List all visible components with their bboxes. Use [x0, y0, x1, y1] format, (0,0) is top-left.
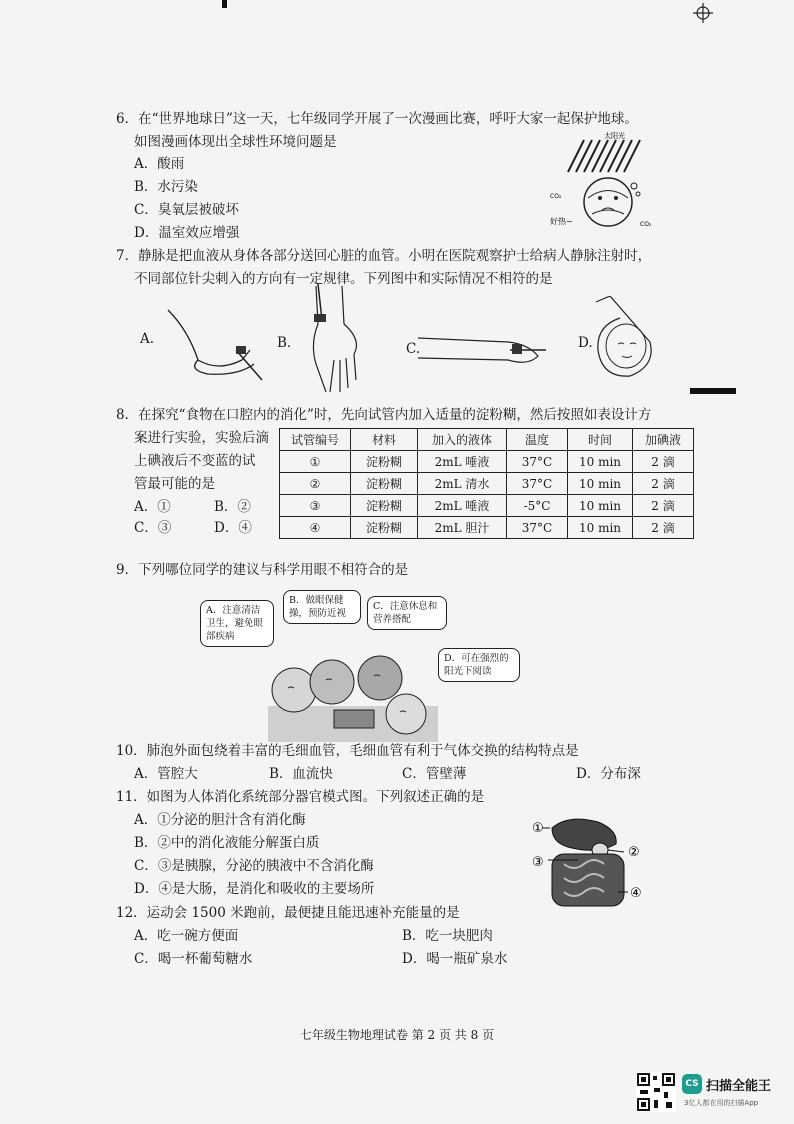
q9-bubble-b: B．做眼保健操，预防近视 [283, 590, 361, 624]
table-cell: 2 滴 [633, 495, 694, 517]
camscanner-subtitle: 3亿人都在用的扫描App [684, 1099, 759, 1107]
table-cell: 10 min [568, 473, 633, 495]
q9-students-illustration [268, 636, 438, 742]
q8-option-d: D．④ [214, 520, 252, 536]
q8-option-a: A．① [134, 499, 171, 515]
q7-stem-line2: 不同部位针尖刺入的方向有一定规律。下列图中和实际情况不相符的是 [134, 271, 553, 287]
q6-option-d: D．温室效应增强 [134, 225, 240, 241]
q7-label-b: B. [277, 335, 292, 351]
right-edge-mark [690, 388, 736, 394]
q12-option-c: C．喝一杯葡萄糖水 [134, 951, 253, 967]
q9-stem: 9．下列哪位同学的建议与科学用眼不相符合的是 [116, 562, 409, 578]
q8-stem-line1: 8．在探究“食物在口腔内的消化”时，先向试管内加入适量的淀粉糊，然后按照如表设计方 [116, 407, 652, 423]
q10-stem: 10．肺泡外面包绕着丰富的毛细血管，毛细血管有利于气体交换的结构特点是 [116, 743, 579, 759]
table-cell: 10 min [568, 517, 633, 539]
q12-option-b: B．吃一块肥肉 [402, 928, 493, 944]
q6-globe-cartoon [548, 128, 660, 232]
table-cell: ④ [280, 517, 351, 539]
q7-label-d: D. [578, 335, 593, 351]
q8-stem-line3: 上碘液后不变蓝的试 [134, 453, 256, 469]
table-cell: 2 滴 [633, 451, 694, 473]
table-header-cell: 时间 [568, 429, 633, 451]
q6-stem-line2: 如图漫画体现出全球性环境问题是 [134, 134, 337, 150]
table-cell: 2mL 胆汁 [418, 517, 507, 539]
co2-label-left: CO₂ [550, 193, 562, 200]
top-black-mark [222, 0, 227, 8]
q9-bubble-d: D．可在强烈的阳光下阅读 [438, 648, 520, 682]
q9-bubble-c: C．注意休息和营养搭配 [367, 596, 447, 630]
q10-option-d: D．分布深 [576, 766, 641, 782]
table-header-cell: 材料 [351, 429, 418, 451]
q7-wrist-injection-image [418, 326, 548, 374]
table-cell: 37°C [507, 451, 568, 473]
q11-option-c: C．③是胰腺，分泌的胰液中不含消化酶 [134, 858, 374, 874]
q7-baby-head-injection-image [590, 296, 662, 380]
table-cell: 2 滴 [633, 473, 694, 495]
table-cell: ① [280, 451, 351, 473]
organ-label-3: ③ [532, 855, 544, 870]
table-row [280, 451, 694, 473]
table-row [280, 473, 694, 495]
table-cell: 淀粉糊 [351, 473, 418, 495]
q6-stem-line1: 6．在“世界地球日”这一天，七年级同学开展了一次漫画比赛，呼吁大家一起保护地球。 [116, 111, 638, 127]
table-cell: ③ [280, 495, 351, 517]
q11-option-b: B．②中的消化液能分解蛋白质 [134, 835, 320, 851]
q11-digestive-system-diagram [528, 814, 658, 916]
q10-option-b: B．血流快 [269, 766, 333, 782]
organ-label-2: ② [628, 845, 640, 860]
table-cell: 10 min [568, 451, 633, 473]
camscanner-logo-icon: CS [682, 1074, 702, 1094]
qr-code-icon [636, 1072, 676, 1112]
hot-label: 好热~ [550, 217, 573, 226]
table-cell: 10 min [568, 495, 633, 517]
q9-bubble-a: A．注意清洁卫生，避免眼部疾病 [200, 600, 274, 647]
q12-stem: 12．运动会 1500 米跑前，最便捷且能迅速补充能量的是 [116, 905, 460, 921]
table-cell: 淀粉糊 [351, 451, 418, 473]
camscanner-title: 扫描全能王 [706, 1079, 772, 1094]
q8-stem-line2: 案进行实验，实验后滴 [134, 430, 269, 446]
table-cell: 淀粉糊 [351, 517, 418, 539]
q8-option-b: B．② [214, 499, 251, 515]
organ-label-4: ④ [630, 886, 642, 901]
table-header-cell: 加碘液 [633, 429, 694, 451]
table-row [280, 517, 694, 539]
table-header-row [280, 429, 694, 451]
q7-label-c: C. [406, 341, 421, 357]
table-cell: 2 滴 [633, 517, 694, 539]
q12-option-d: D．喝一瓶矿泉水 [402, 951, 508, 967]
q7-foot-injection-image [158, 300, 268, 386]
organ-label-1: ① [532, 821, 544, 836]
q8-stem-line4: 管最可能的是 [134, 476, 215, 492]
q7-stem-line1: 7．静脉是把血液从身体各部分送回心脏的血管。小明在医院观察护士给病人静脉注射时， [116, 248, 652, 264]
table-cell: ② [280, 473, 351, 495]
table-cell: 淀粉糊 [351, 495, 418, 517]
q11-option-d: D．④是大肠，是消化和吸收的主要场所 [134, 881, 375, 897]
table-cell: 37°C [507, 517, 568, 539]
table-cell: 2mL 唾液 [418, 451, 507, 473]
table-cell: -5°C [507, 495, 568, 517]
q10-option-c: C．管壁薄 [402, 766, 467, 782]
table-header-cell: 温度 [507, 429, 568, 451]
q11-stem: 11．如图为人体消化系统部分器官模式图。下列叙述正确的是 [116, 789, 485, 805]
q6-option-b: B．水污染 [134, 179, 198, 195]
q6-option-a: A．酸雨 [134, 156, 185, 172]
table-header-cell: 加入的液体 [418, 429, 507, 451]
table-header-cell: 试管编号 [280, 429, 351, 451]
q8-experiment-table [279, 428, 694, 539]
table-cell: 2mL 唾液 [418, 495, 507, 517]
q10-option-a: A．管腔大 [134, 766, 198, 782]
q12-option-a: A．吃一碗方便面 [134, 928, 239, 944]
page-footer: 七年级生物地理试卷 第 2 页 共 8 页 [299, 1028, 495, 1042]
registration-mark-icon [692, 2, 714, 24]
q11-option-a: A．①分泌的胆汁含有消化酶 [134, 812, 306, 828]
q7-hand-back-injection-image [296, 284, 376, 396]
table-cell: 2mL 清水 [418, 473, 507, 495]
q7-label-a: A. [140, 331, 155, 347]
q8-option-c: C．③ [134, 520, 172, 536]
q6-option-c: C．臭氧层被破坏 [134, 202, 239, 218]
co2-label-right: CO₂ [640, 221, 652, 228]
sun-label: 太阳光 [604, 132, 625, 140]
table-row [280, 495, 694, 517]
table-cell: 37°C [507, 473, 568, 495]
